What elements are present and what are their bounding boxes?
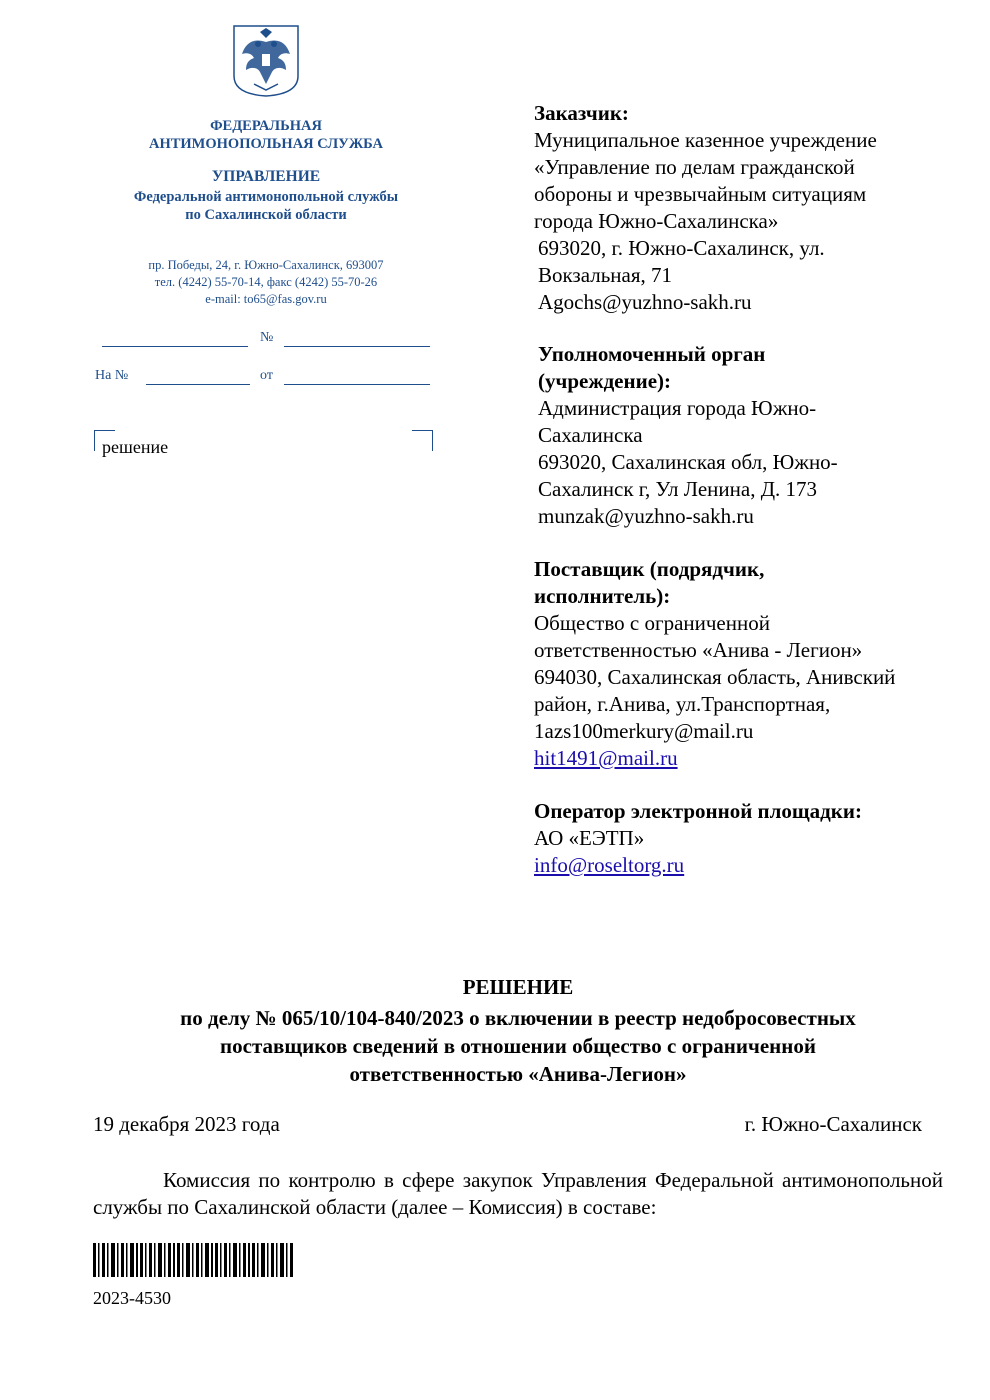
letterhead-email: e-mail: to65@fas.gov.ru [205, 292, 327, 306]
decision-date: 19 декабря 2023 года [93, 1112, 280, 1136]
supplier-line: район, г.Анива, ул.Транспортная, [534, 692, 831, 716]
supplier-heading-line1: Поставщик (подрядчик, [534, 557, 765, 581]
supplier-line: ответственностью «Анива - Легион» [534, 638, 863, 662]
authority-email: munzak@yuzhno-sakh.ru [538, 504, 754, 528]
subject-text: решение [102, 437, 169, 457]
customer-line: Муниципальное казенное учреждение [534, 128, 877, 152]
date-underline [102, 346, 248, 347]
authority-heading-line2: (учреждение): [538, 369, 672, 393]
org-name-line1: ФЕДЕРАЛЬНАЯ [210, 118, 322, 134]
dept-title: УПРАВЛЕНИЕ [211, 168, 321, 185]
barcode-icon [93, 1243, 293, 1277]
subject-corner-right [412, 430, 433, 451]
supplier-block [534, 556, 954, 772]
ref-from-label: от [260, 368, 273, 383]
number-underline [284, 346, 430, 347]
dept-name-line1: Федеральной антимонопольной службы [133, 189, 399, 205]
customer-email: Agochs@yuzhno-sakh.ru [538, 290, 752, 314]
decision-subtitle-line1: по делу № 065/10/104-840/2023 о включении в реестр недобросовестных [180, 1006, 856, 1030]
ref-number-label: На № [95, 368, 129, 383]
customer-line: Вокзальная, 71 [538, 263, 673, 287]
supplier-heading-line2: исполнитель): [534, 584, 671, 608]
operator-block [534, 798, 954, 879]
customer-heading: Заказчик: [534, 101, 629, 125]
dept-name-line2: по Сахалинской области [185, 207, 347, 223]
decision-subtitle-line2: поставщиков сведений в отношении общество с ограниченной [220, 1034, 816, 1058]
supplier-email: 1azs100merkury@mail.ru [534, 719, 754, 743]
ref-date-underline [284, 384, 430, 385]
authority-line: 693020, Сахалинская обл, Южно- [538, 450, 838, 474]
customer-line: 693020, г. Южно-Сахалинск, ул. [538, 236, 825, 260]
authority-heading-line1: Уполномоченный орган [538, 342, 766, 366]
decision-subtitle [80, 1004, 956, 1088]
customer-line: города Южно-Сахалинска» [534, 209, 779, 233]
letterhead-phone: тел. (4242) 55-70-14, факс (4242) 55-70-26 [154, 275, 378, 289]
letterhead-contacts [60, 257, 472, 308]
decision-subtitle-line3: ответственностью «Анива-Легион» [349, 1062, 687, 1086]
decision-city: г. Южно-Сахалинск [744, 1112, 922, 1136]
authority-line: Сахалинск г, Ул Ленина, Д. 173 [538, 477, 818, 501]
customer-line: «Управление по делам гражданской [534, 155, 855, 179]
letterhead-address: пр. Победы, 24, г. Южно-Сахалинск, 693007 [148, 258, 384, 272]
supplier-email-link[interactable]: hit1491@mail.ru [534, 746, 678, 770]
operator-email-link[interactable]: info@roseltorg.ru [534, 853, 685, 877]
number-label: № [260, 330, 274, 345]
supplier-line: Общество с ограниченной [534, 611, 770, 635]
authority-block [538, 341, 958, 530]
authority-line: Администрация города Южно- [538, 396, 817, 420]
supplier-line: 694030, Сахалинская область, Анивский [534, 665, 896, 689]
document-code: 2023-4530 [93, 1288, 171, 1308]
authority-line: Сахалинска [538, 423, 643, 447]
org-name [60, 117, 472, 153]
org-name-line2: АНТИМОНОПОЛЬНАЯ СЛУЖБА [148, 136, 384, 152]
dept-name [60, 188, 472, 224]
russian-coat-of-arms-icon [232, 24, 300, 98]
decision-title: РЕШЕНИЕ [462, 975, 574, 999]
customer-line: обороны и чрезвычайным ситуациям [534, 182, 867, 206]
decision-paragraph: Комиссия по контролю в сфере закупок Управления Федеральной антимонопольной службы по Сахалинской области (далее – Комиссия) в составе: [93, 1168, 943, 1219]
operator-heading: Оператор электронной площадки: [534, 799, 862, 823]
ref-number-underline [146, 384, 250, 385]
customer-block [534, 100, 954, 316]
operator-name: АО «ЕЭТП» [534, 826, 645, 850]
